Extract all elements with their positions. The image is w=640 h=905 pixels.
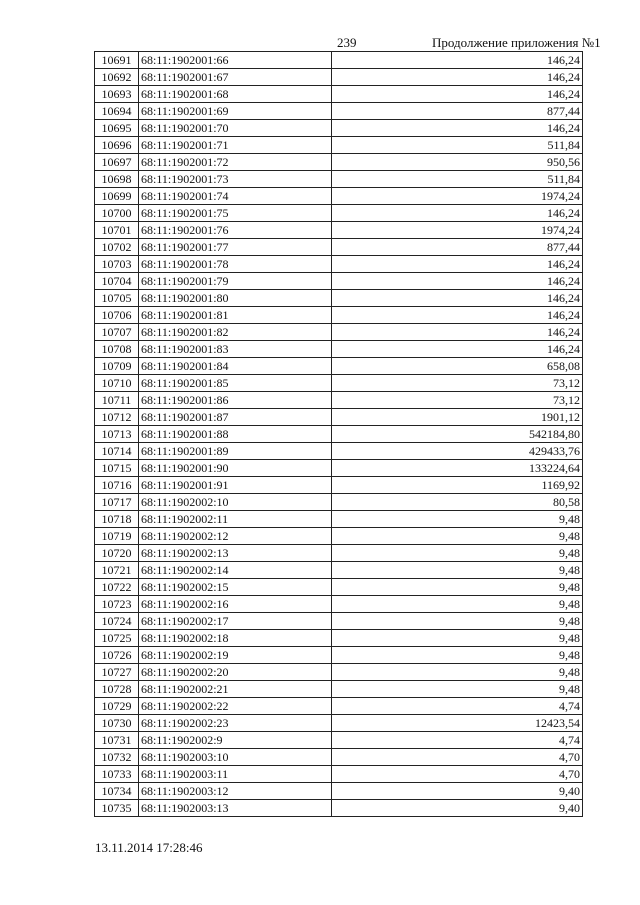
table-row	[95, 86, 583, 103]
table-row	[95, 426, 583, 443]
row-number: 10706	[95, 307, 139, 324]
table-row	[95, 494, 583, 511]
area-value: 80,58	[332, 494, 583, 511]
table-row	[95, 749, 583, 766]
table-row	[95, 545, 583, 562]
area-value: 511,84	[332, 171, 583, 188]
cadastral-number: 68:11:1902002:22	[139, 698, 332, 715]
table-row	[95, 256, 583, 273]
cadastral-number: 68:11:1902001:82	[139, 324, 332, 341]
table-row	[95, 511, 583, 528]
area-value: 146,24	[332, 256, 583, 273]
row-number: 10732	[95, 749, 139, 766]
cadastral-number: 68:11:1902001:80	[139, 290, 332, 307]
row-number: 10731	[95, 732, 139, 749]
cadastral-number: 68:11:1902001:66	[139, 52, 332, 69]
row-number: 10726	[95, 647, 139, 664]
table-row	[95, 392, 583, 409]
row-number: 10725	[95, 630, 139, 647]
area-value: 9,48	[332, 511, 583, 528]
row-number: 10720	[95, 545, 139, 562]
area-value: 877,44	[332, 239, 583, 256]
cadastral-number: 68:11:1902002:19	[139, 647, 332, 664]
area-value: 1974,24	[332, 188, 583, 205]
table-row	[95, 171, 583, 188]
area-value: 146,24	[332, 52, 583, 69]
area-value: 511,84	[332, 137, 583, 154]
cadastral-number: 68:11:1902002:17	[139, 613, 332, 630]
area-value: 133224,64	[332, 460, 583, 477]
area-value: 4,70	[332, 766, 583, 783]
row-number: 10715	[95, 460, 139, 477]
area-value: 1974,24	[332, 222, 583, 239]
cadastral-number: 68:11:1902003:12	[139, 783, 332, 800]
row-number: 10734	[95, 783, 139, 800]
area-value: 9,48	[332, 664, 583, 681]
cadastral-number: 68:11:1902001:79	[139, 273, 332, 290]
table-row	[95, 273, 583, 290]
row-number: 10735	[95, 800, 139, 817]
table-row	[95, 596, 583, 613]
area-value: 146,24	[332, 205, 583, 222]
cadastral-number: 68:11:1902001:86	[139, 392, 332, 409]
cadastral-number: 68:11:1902001:71	[139, 137, 332, 154]
print-timestamp: 13.11.2014 17:28:46	[95, 840, 203, 855]
page-number: 239	[337, 35, 357, 50]
table-row	[95, 222, 583, 239]
table-row	[95, 341, 583, 358]
cadastral-number: 68:11:1902001:72	[139, 154, 332, 171]
area-value: 146,24	[332, 341, 583, 358]
table-row	[95, 358, 583, 375]
area-value: 146,24	[332, 120, 583, 137]
cadastral-number: 68:11:1902001:77	[139, 239, 332, 256]
area-value: 146,24	[332, 307, 583, 324]
area-value: 4,70	[332, 749, 583, 766]
row-number: 10705	[95, 290, 139, 307]
row-number: 10718	[95, 511, 139, 528]
row-number: 10733	[95, 766, 139, 783]
row-number: 10707	[95, 324, 139, 341]
cadastral-number: 68:11:1902001:88	[139, 426, 332, 443]
row-number: 10712	[95, 409, 139, 426]
row-number: 10694	[95, 103, 139, 120]
area-value: 146,24	[332, 86, 583, 103]
table-row	[95, 324, 583, 341]
cadastral-number: 68:11:1902002:18	[139, 630, 332, 647]
cadastral-number: 68:11:1902001:68	[139, 86, 332, 103]
area-value: 9,48	[332, 630, 583, 647]
area-value: 658,08	[332, 358, 583, 375]
row-number: 10711	[95, 392, 139, 409]
row-number: 10727	[95, 664, 139, 681]
table-row	[95, 69, 583, 86]
table-row	[95, 409, 583, 426]
cadastral-number: 68:11:1902002:10	[139, 494, 332, 511]
row-number: 10691	[95, 52, 139, 69]
row-number: 10729	[95, 698, 139, 715]
area-value: 9,48	[332, 596, 583, 613]
table-row	[95, 477, 583, 494]
area-value: 9,48	[332, 647, 583, 664]
cadastral-number: 68:11:1902001:87	[139, 409, 332, 426]
row-number: 10730	[95, 715, 139, 732]
table-row	[95, 460, 583, 477]
area-value: 4,74	[332, 698, 583, 715]
row-number: 10716	[95, 477, 139, 494]
area-value: 9,48	[332, 681, 583, 698]
table-row	[95, 528, 583, 545]
row-number: 10713	[95, 426, 139, 443]
table-row	[95, 800, 583, 817]
area-value: 9,40	[332, 783, 583, 800]
table-row	[95, 630, 583, 647]
area-value: 9,48	[332, 562, 583, 579]
cadastral-number: 68:11:1902003:13	[139, 800, 332, 817]
row-number: 10696	[95, 137, 139, 154]
area-value: 73,12	[332, 375, 583, 392]
row-number: 10695	[95, 120, 139, 137]
area-value: 73,12	[332, 392, 583, 409]
area-value: 1901,12	[332, 409, 583, 426]
cadastral-number: 68:11:1902002:9	[139, 732, 332, 749]
table-row	[95, 52, 583, 69]
cadastral-number: 68:11:1902001:84	[139, 358, 332, 375]
table-row	[95, 443, 583, 460]
cadastral-number: 68:11:1902002:11	[139, 511, 332, 528]
table-row	[95, 647, 583, 664]
cadastral-number: 68:11:1902001:70	[139, 120, 332, 137]
row-number: 10719	[95, 528, 139, 545]
table-row	[95, 375, 583, 392]
area-value: 1169,92	[332, 477, 583, 494]
row-number: 10717	[95, 494, 139, 511]
row-number: 10722	[95, 579, 139, 596]
area-value: 429433,76	[332, 443, 583, 460]
row-number: 10714	[95, 443, 139, 460]
cadastral-number: 68:11:1902001:90	[139, 460, 332, 477]
cadastral-number: 68:11:1902002:20	[139, 664, 332, 681]
cadastral-number: 68:11:1902002:13	[139, 545, 332, 562]
cadastral-number: 68:11:1902001:69	[139, 103, 332, 120]
row-number: 10698	[95, 171, 139, 188]
row-number: 10721	[95, 562, 139, 579]
table-row	[95, 154, 583, 171]
table-row	[95, 239, 583, 256]
table-row	[95, 290, 583, 307]
area-value: 9,48	[332, 528, 583, 545]
cadastral-number: 68:11:1902001:73	[139, 171, 332, 188]
row-number: 10709	[95, 358, 139, 375]
table-row	[95, 732, 583, 749]
table-row	[95, 188, 583, 205]
table-row	[95, 664, 583, 681]
row-number: 10700	[95, 205, 139, 222]
area-value: 146,24	[332, 324, 583, 341]
table-row	[95, 103, 583, 120]
area-value: 950,56	[332, 154, 583, 171]
area-value: 9,40	[332, 800, 583, 817]
area-value: 9,48	[332, 579, 583, 596]
area-value: 9,48	[332, 545, 583, 562]
cadastral-number: 68:11:1902002:23	[139, 715, 332, 732]
row-number: 10724	[95, 613, 139, 630]
appendix-title: Продолжение приложения №1	[432, 35, 601, 50]
cadastral-number: 68:11:1902001:91	[139, 477, 332, 494]
area-value: 146,24	[332, 273, 583, 290]
table-row	[95, 681, 583, 698]
table-row	[95, 613, 583, 630]
table-body	[95, 52, 583, 817]
cadastral-number: 68:11:1902001:83	[139, 341, 332, 358]
table-row	[95, 579, 583, 596]
table-row	[95, 205, 583, 222]
cadastral-number: 68:11:1902001:74	[139, 188, 332, 205]
row-number: 10723	[95, 596, 139, 613]
cadastral-number: 68:11:1902001:85	[139, 375, 332, 392]
cadastral-number: 68:11:1902002:16	[139, 596, 332, 613]
area-value: 146,24	[332, 290, 583, 307]
cadastral-number: 68:11:1902003:10	[139, 749, 332, 766]
table-row	[95, 562, 583, 579]
cadastral-number: 68:11:1902002:15	[139, 579, 332, 596]
table-row	[95, 120, 583, 137]
row-number: 10702	[95, 239, 139, 256]
row-number: 10704	[95, 273, 139, 290]
table-row	[95, 783, 583, 800]
table-row	[95, 766, 583, 783]
row-number: 10710	[95, 375, 139, 392]
area-value: 4,74	[332, 732, 583, 749]
cadastral-number: 68:11:1902002:14	[139, 562, 332, 579]
table-row	[95, 698, 583, 715]
row-number: 10703	[95, 256, 139, 273]
table-row	[95, 137, 583, 154]
area-value: 12423,54	[332, 715, 583, 732]
row-number: 10699	[95, 188, 139, 205]
cadastral-number: 68:11:1902001:78	[139, 256, 332, 273]
area-value: 9,48	[332, 613, 583, 630]
area-value: 146,24	[332, 69, 583, 86]
row-number: 10708	[95, 341, 139, 358]
cadastral-number: 68:11:1902002:12	[139, 528, 332, 545]
row-number: 10692	[95, 69, 139, 86]
table-row	[95, 715, 583, 732]
area-value: 542184,80	[332, 426, 583, 443]
table-row	[95, 307, 583, 324]
cadastral-number: 68:11:1902001:67	[139, 69, 332, 86]
cadastral-number: 68:11:1902001:89	[139, 443, 332, 460]
cadastral-number: 68:11:1902002:21	[139, 681, 332, 698]
row-number: 10701	[95, 222, 139, 239]
cadastral-number: 68:11:1902003:11	[139, 766, 332, 783]
cadastral-number: 68:11:1902001:81	[139, 307, 332, 324]
area-value: 877,44	[332, 103, 583, 120]
row-number: 10697	[95, 154, 139, 171]
row-number: 10693	[95, 86, 139, 103]
row-number: 10728	[95, 681, 139, 698]
cadastral-number: 68:11:1902001:76	[139, 222, 332, 239]
cadastral-number: 68:11:1902001:75	[139, 205, 332, 222]
cadastral-table	[94, 51, 583, 817]
